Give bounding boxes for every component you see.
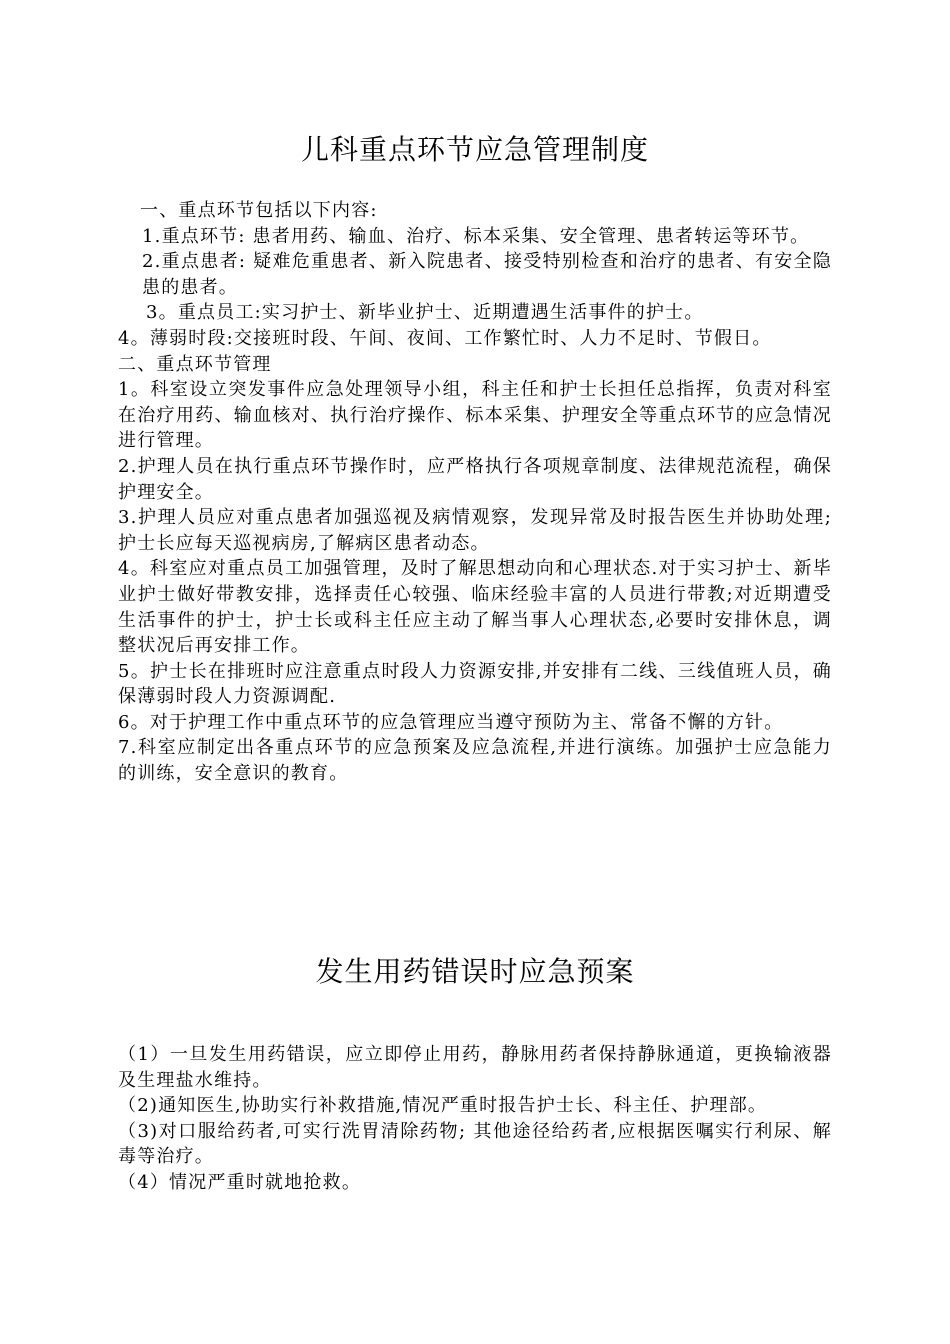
paragraph: 2.重点患者: 疑难危重患者、新入院患者、接受特别检查和治疗的患者、有安全隐患的患者。 [142, 251, 832, 298]
paragraph: 2.护理人员在执行重点环节操作时，应严格执行各项规章制度、法律规范流程，确保护理安全。 [118, 455, 832, 503]
paragraph: （3)对口服给药者,可实行洗胃清除药物; 其他途径给药者,应根据医嘱实行利尿、解毒等治疗。 [118, 1120, 832, 1168]
paragraph: （4）情况严重时就地抢救。 [118, 1171, 362, 1193]
medication-error-plan-section [118, 1042, 832, 1196]
paragraph: 1。科室设立突发事件应急处理领导小组，科主任和护士长担任总指挥，负责对科室在治疗用药、输血核对、执行治疗操作、标本采集、护理安全等重点环节的应急情况进行管理。 [118, 379, 832, 452]
paragraph: 5。护士长在排班时应注意重点时段人力资源安排,并安排有二线、三线值班人员，确保薄弱时段人力资源调配. [118, 660, 832, 708]
paragraph: 3。重点员工:实习护士、新毕业护士、近期遭遇生活事件的护士。 [146, 302, 704, 324]
document-title: 儿科重点环节应急管理制度 [300, 133, 649, 166]
paragraph: 4。薄弱时段:交接班时段、午间、夜间、工作繁忙时、人力不足时、节假日。 [118, 327, 772, 349]
paragraph: 7.科室应制定出各重点环节的应急预案及应急流程,并进行演练。加强护士应急能力的训练，安全意识的教育。 [118, 737, 832, 785]
paragraph: （1）一旦发生用药错误，应立即停止用药，静脉用药者保持静脉通道，更换输液器及生理盐水维持。 [118, 1044, 832, 1091]
paragraph: （2)通知医生,协助实行补救措施,情况严重时报告护士长、科主任、护理部。 [118, 1095, 768, 1117]
paragraph: 6。对于护理工作中重点环节的应急管理应当遵守预防为主、常备不懈的方针。 [118, 711, 784, 733]
section-heading: 一、重点环节包括以下内容: [140, 200, 378, 221]
plan-title: 发生用药错误时应急预案 [315, 955, 635, 988]
management-rules-section [118, 198, 832, 787]
paragraph: 4。科室应对重点员工加强管理，及时了解思想动向和心理状态.对于实习护士、新毕业护士做好带教安排，选择责任心较强、临床经验丰富的人员进行带教;对近期遭受生活事件的护士，护士长或科主任应主动了解当事人心理状态,必要时安排休息，调整状况后再安排工作。 [118, 558, 832, 657]
paragraph: 3.护理人员应对重点患者加强巡视及病情观察，发现异常及时报告医生并协助处理; 护士长应每天巡视病房,了解病区患者动态。 [118, 507, 832, 554]
paragraph: 1.重点环节: 患者用药、输血、治疗、标本采集、安全管理、患者转运等环节。 [142, 225, 810, 247]
section-heading: 二、重点环节管理 [118, 353, 272, 375]
